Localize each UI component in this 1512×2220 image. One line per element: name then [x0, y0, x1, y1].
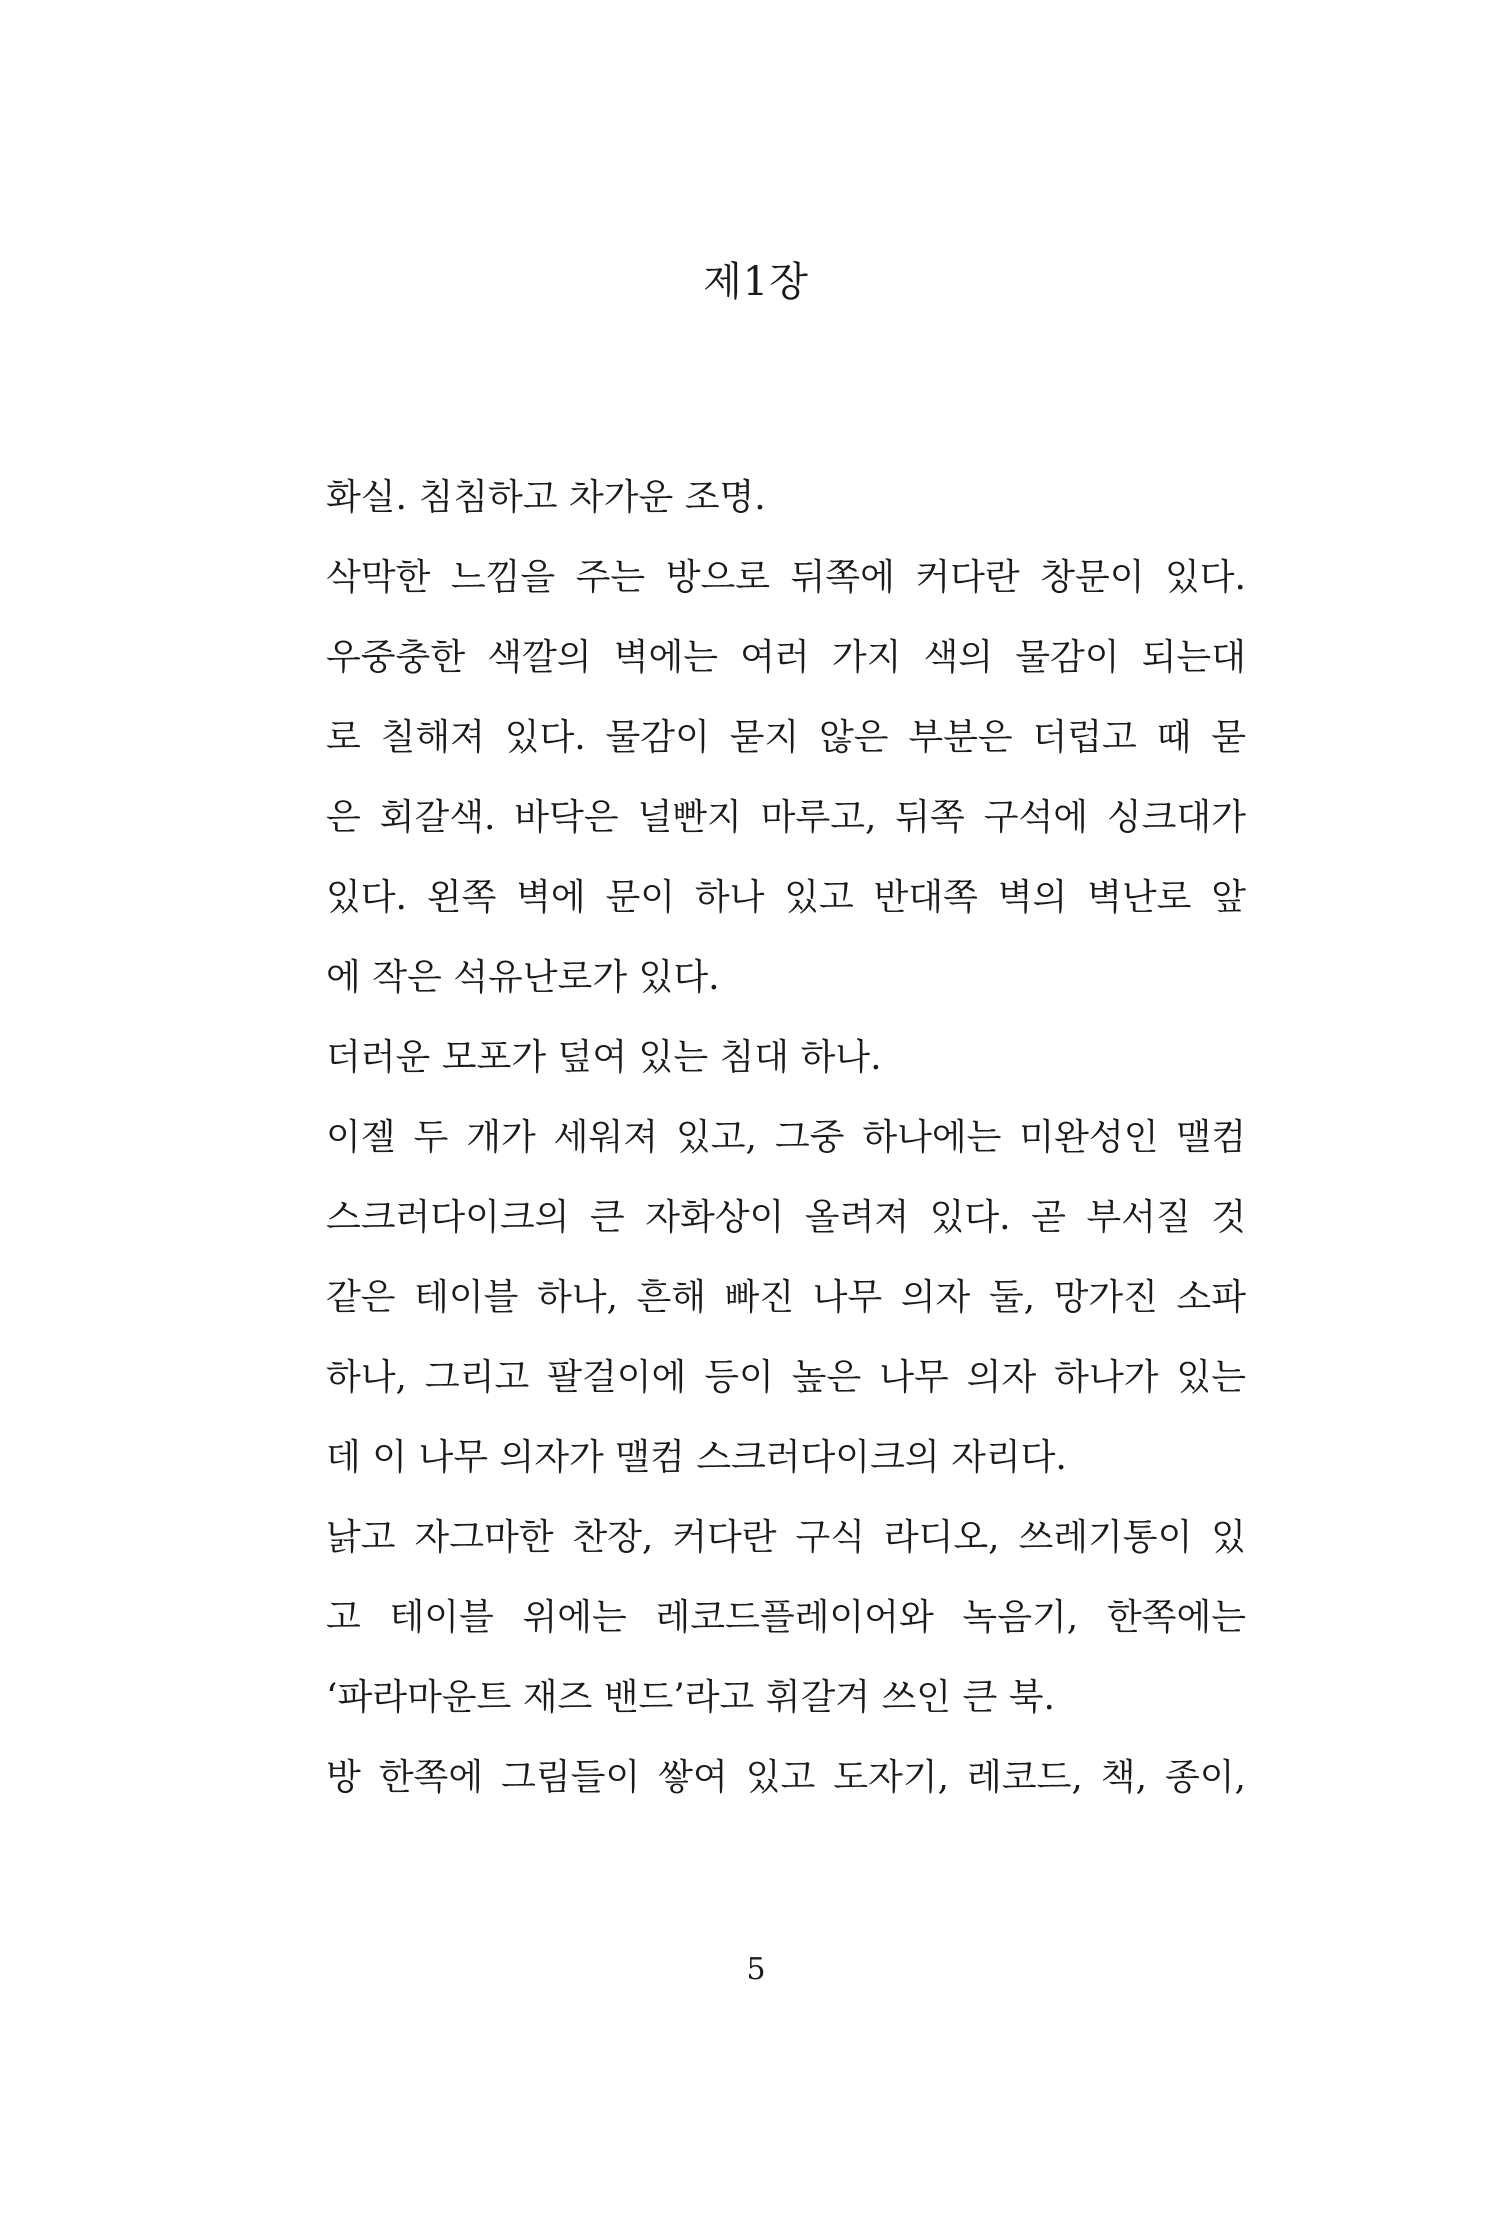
- text-line: 에 작은 석유난로가 있다.: [326, 957, 720, 998]
- text-line: 로 칠해져 있다. 물감이 묻지 않은 부분은 더럽고 때 묻: [326, 717, 1246, 758]
- chapter-title: 제1장: [703, 259, 809, 305]
- text-line: 삭막한 느낌을 주는 방으로 뒤쪽에 커다란 창문이 있다.: [326, 557, 1246, 598]
- text-line: 이젤 두 개가 세워져 있고, 그중 하나에는 미완성인 맬컴: [326, 1117, 1246, 1158]
- page-number: 5: [746, 1952, 766, 1987]
- text-line: 있다. 왼쪽 벽에 문이 하나 있고 반대쪽 벽의 벽난로 앞: [326, 877, 1246, 918]
- text-line: 낡고 자그마한 찬장, 커다란 구식 라디오, 쓰레기통이 있: [326, 1517, 1246, 1558]
- text-line: 화실. 침침하고 차가운 조명.: [326, 477, 766, 518]
- text-line: 데 이 나무 의자가 맬컴 스크러다이크의 자리다.: [326, 1437, 1067, 1478]
- text-line: 더러운 모포가 덮여 있는 침대 하나.: [326, 1037, 882, 1078]
- text-line: ‘파라마운트 재즈 밴드’라고 휘갈겨 쓰인 큰 북.: [326, 1677, 1055, 1718]
- stage-directions: [326, 458, 1246, 1818]
- text-line: 방 한쪽에 그림들이 쌓여 있고 도자기, 레코드, 책, 종이,: [326, 1757, 1246, 1798]
- text-line: 하나, 그리고 팔걸이에 등이 높은 나무 의자 하나가 있는: [326, 1357, 1246, 1398]
- text-line: 은 회갈색. 바닥은 널빤지 마루고, 뒤쪽 구석에 싱크대가: [326, 797, 1246, 838]
- text-line: 우중충한 색깔의 벽에는 여러 가지 색의 물감이 되는대: [326, 637, 1246, 678]
- text-line: 같은 테이블 하나, 흔해 빠진 나무 의자 둘, 망가진 소파: [326, 1277, 1246, 1318]
- text-line: 스크러다이크의 큰 자화상이 올려져 있다. 곧 부서질 것: [326, 1197, 1246, 1238]
- text-line: 고 테이블 위에는 레코드플레이어와 녹음기, 한쪽에는: [326, 1597, 1246, 1638]
